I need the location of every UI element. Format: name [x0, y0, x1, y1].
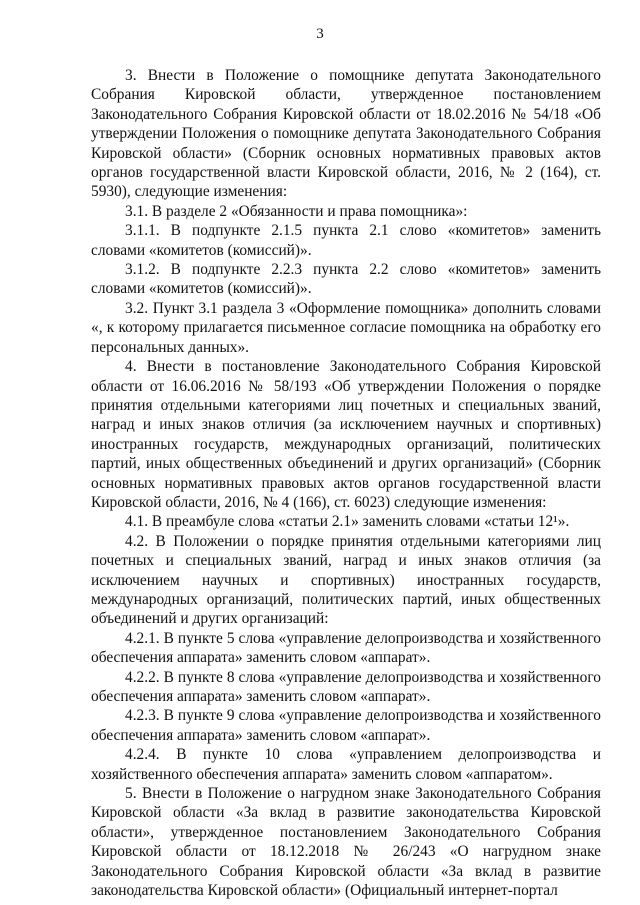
paragraph-4-2-4: 4.2.4. В пункте 10 слова «управлением делопроизводства и хозяйственного обеспечения аппарата» заменить словом «аппаратом».	[91, 746, 601, 783]
paragraph-4-2-3: 4.2.3. В пункте 9 слова «управление делопроизводства и хозяйственного обеспечения аппарата» заменить словом «аппарат».	[91, 707, 601, 744]
paragraph-4-2-2: 4.2.2. В пункте 8 слова «управление делопроизводства и хозяйственного обеспечения аппарата» заменить словом «аппарат».	[91, 668, 601, 705]
paragraph-3-2: 3.2. Пункт 3.1 раздела 3 «Оформление помощника» дополнить словами «, к которому прилагается письменное согласие помощника на обработку его персональных данных».	[91, 299, 601, 356]
paragraph-3-1-1: 3.1.1. В подпункте 2.1.5 пункта 2.1 слово «комитетов» заменить словами «комитетов (комиссий)».	[91, 222, 601, 259]
paragraph-4-1: 4.1. В преамбуле слова «статьи 2.1» заменить словами «статьи 12¹».	[125, 513, 570, 531]
paragraph-4-2-1: 4.2.1. В пункте 5 слова «управление делопроизводства и хозяйственного обеспечения аппарата» заменить словом «аппарат».	[91, 629, 601, 667]
paragraph-5: 5. Внести в Положение о нагрудном знаке Законодательного Собрания Кировской области «За вклад в развитие законодательства Кировской области», утвержденное постановлением Законодательного Собрания Кировской области от 18.12.2018 № 26/243 «О нагрудном знаке Законодательного Собрания Кировской области «За вклад в развитие законодательства Кировской области» (Официальный интернет-портал	[91, 785, 601, 900]
paragraph-3-1: 3.1. В разделе 2 «Обязанности и права помощника»:	[125, 202, 468, 220]
document-body	[91, 66, 601, 900]
paragraph-3: 3. Внести в Положение о помощнике депутата Законодательного Собрания Кировской области, утвержденное постановлением Законодательного Собрания Кировской области от 18.02.2016 № 54/18 «Об утверждении Положения о помощнике депутата Законодательного Собрания Кировской области» (Сборник основных нормативных правовых актов органов государственной власти Кировской области, 2016, № 2 (164), ст. 5930), следующие изменения:	[91, 67, 601, 201]
paragraph-3-1-2: 3.1.2. В подпункте 2.2.3 пункта 2.2 слово «комитетов» заменить словами «комитетов (комиссий)».	[91, 261, 601, 298]
paragraph-4-2: 4.2. В Положении о порядке принятия отдельными категориями лиц почетных и специальных званий, наград и иных знаков отличия (за исключением научных и спортивных) иностранных государств, международных организаций, политических партий, иных общественных объединений и других организаций:	[91, 532, 601, 628]
page-number: 3	[316, 26, 324, 42]
paragraph-4: 4. Внести в постановление Законодательного Собрания Кировской области от 16.06.2016 № 58/193 «Об утверждении Положения о порядке принятия отдельными категориями лиц почетных и специальных званий, наград и иных знаков отличия (за исключением научных и спортивных) иностранных государств, международных организаций, политических партий, иных общественных объединений и других организаций» (Сборник основных нормативных правовых актов органов государственной власти Кировской области, 2016, № 4 (166), ст. 6023) следующие изменения:	[91, 358, 601, 511]
